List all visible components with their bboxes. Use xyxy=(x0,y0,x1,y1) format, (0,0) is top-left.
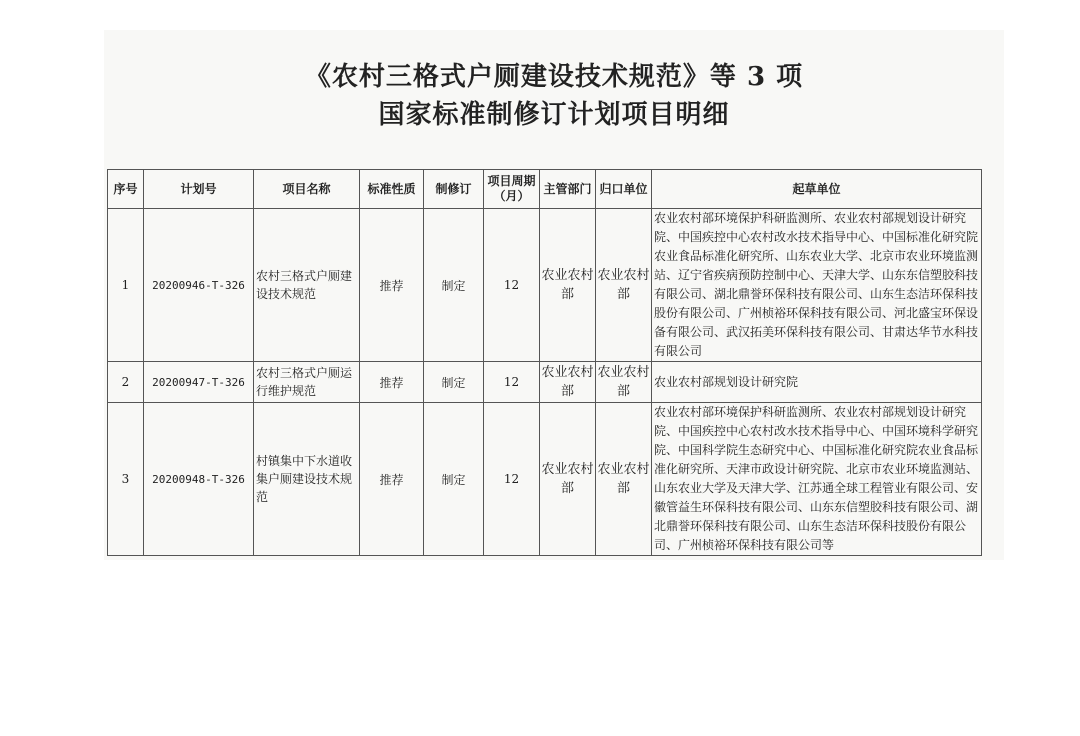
cell-period: 12 xyxy=(484,403,540,556)
cell-plan-no: 20200948-T-326 xyxy=(144,403,254,556)
cell-plan-no: 20200946-T-326 xyxy=(144,209,254,362)
header-plan-no: 计划号 xyxy=(144,170,254,209)
header-unit: 归口单位 xyxy=(596,170,652,209)
header-dept: 主管部门 xyxy=(540,170,596,209)
project-detail-table xyxy=(107,169,982,556)
table-row xyxy=(108,362,982,403)
header-row xyxy=(108,170,982,209)
header-seq: 序号 xyxy=(108,170,144,209)
table-row xyxy=(108,403,982,556)
header-revision: 制修订 xyxy=(424,170,484,209)
header-nature: 标准性质 xyxy=(360,170,424,209)
cell-drafter: 农业农村部环境保护科研监测所、农业农村部规划设计研究院、中国疾控中心农村改水技术指导中心、中国环境科学研究院、中国科学院生态研究中心、中国标准化研究院农业食品标准化研究所、天津市政设计研究院、北京市农业环境监测站、山东农业大学及天津大学、江苏通全球工程管业有限公司、安徽管益生环保科技有限公司、山东东信塑胶科技有限公司、湖北鼎誉环保科技有限公司、山东生态洁环保科技股份有限公司、广州桢裕环保科技有限公司等 xyxy=(652,403,982,556)
document-title xyxy=(104,58,1004,134)
cell-drafter: 农业农村部环境保护科研监测所、农业农村部规划设计研究院、中国疾控中心农村改水技术指导中心、中国标准化研究院农业食品标准化研究所、山东农业大学、北京市农业环境监测站、辽宁省疾病预防控制中心、天津大学、山东东信塑胶科技有限公司、湖北鼎誉环保科技有限公司、山东生态洁环保科技股份有限公司、广州桢裕环保科技有限公司、河北盛宝环保设备有限公司、武汉拓美环保科技有限公司、甘肃达华节水科技有限公司 xyxy=(652,209,982,362)
cell-seq: 3 xyxy=(108,403,144,556)
header-name: 项目名称 xyxy=(254,170,360,209)
cell-name: 村镇集中下水道收集户厕建设技术规范 xyxy=(254,403,360,556)
cell-dept: 农业农村部 xyxy=(540,362,596,403)
cell-nature: 推荐 xyxy=(360,362,424,403)
cell-plan-no: 20200947-T-326 xyxy=(144,362,254,403)
cell-nature: 推荐 xyxy=(360,403,424,556)
cell-revision: 制定 xyxy=(424,362,484,403)
cell-unit: 农业农村部 xyxy=(596,403,652,556)
cell-revision: 制定 xyxy=(424,403,484,556)
title-line-1: 《农村三格式户厕建设技术规范》等 3 项 xyxy=(304,62,804,92)
cell-name: 农村三格式户厕运行维护规范 xyxy=(254,362,360,403)
cell-seq: 2 xyxy=(108,362,144,403)
cell-name: 农村三格式户厕建设技术规范 xyxy=(254,209,360,362)
header-period: 项目周期（月） xyxy=(484,170,540,209)
header-drafter: 起草单位 xyxy=(652,170,982,209)
cell-unit: 农业农村部 xyxy=(596,209,652,362)
cell-dept: 农业农村部 xyxy=(540,403,596,556)
cell-period: 12 xyxy=(484,362,540,403)
table-row xyxy=(108,209,982,362)
cell-unit: 农业农村部 xyxy=(596,362,652,403)
cell-nature: 推荐 xyxy=(360,209,424,362)
cell-drafter: 农业农村部规划设计研究院 xyxy=(652,362,982,403)
cell-seq: 1 xyxy=(108,209,144,362)
cell-period: 12 xyxy=(484,209,540,362)
cell-dept: 农业农村部 xyxy=(540,209,596,362)
cell-revision: 制定 xyxy=(424,209,484,362)
title-line-2: 国家标准制修订计划项目明细 xyxy=(378,100,730,130)
